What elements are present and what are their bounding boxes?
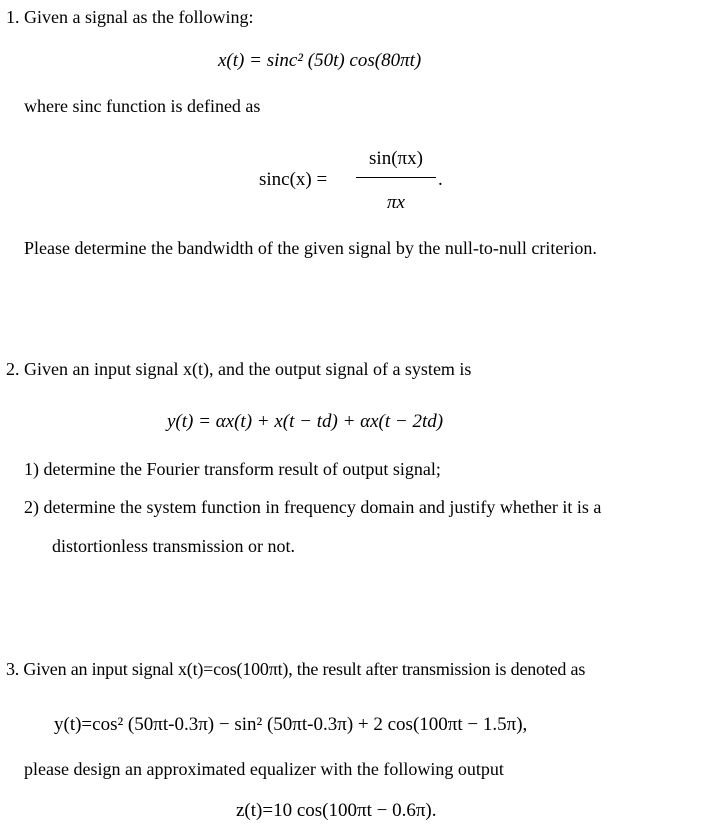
output-signal-equation: y(t) = αx(t) + x(t − td) + αx(t − 2td) <box>167 411 444 432</box>
question-1-prompt: Please determine the bandwidth of the given signal by the null-to-null criterion. <box>24 238 597 258</box>
sinc-numerator: sin(πx) <box>369 148 423 169</box>
question-1-title: 1. Given a signal as the following: <box>6 7 254 27</box>
question-3-title: 3. Given an input signal x(t)=cos(100πt), the result after transmission is denoted as <box>6 659 586 679</box>
question-2-item-2: 2) determine the system function in frequency domain and justify whether it is a <box>24 497 602 517</box>
sinc-definition-intro: where sinc function is defined as <box>24 96 261 116</box>
question-3-prompt: please design an approximated equalizer with the following output <box>24 759 504 779</box>
sinc-lhs: sinc(x) = <box>259 169 328 190</box>
transmitted-signal-equation: y(t)=cos² (50πt-0.3π) − sin² (50πt-0.3π) + 2 cos(100πt − 1.5π), <box>54 714 528 735</box>
question-2-title: 2. Given an input signal x(t), and the output signal of a system is <box>6 359 472 379</box>
equalizer-output-equation: z(t)=10 cos(100πt − 0.6π). <box>236 800 437 821</box>
signal-equation: x(t) = sinc² (50t) cos(80πt) <box>218 50 422 71</box>
sinc-period: . <box>438 169 443 190</box>
fraction-bar <box>356 177 436 178</box>
sinc-denominator: πx <box>387 192 405 213</box>
question-2-item-1: 1) determine the Fourier transform result of output signal; <box>24 459 441 479</box>
question-2-item-2-continued: distortionless transmission or not. <box>52 536 295 556</box>
